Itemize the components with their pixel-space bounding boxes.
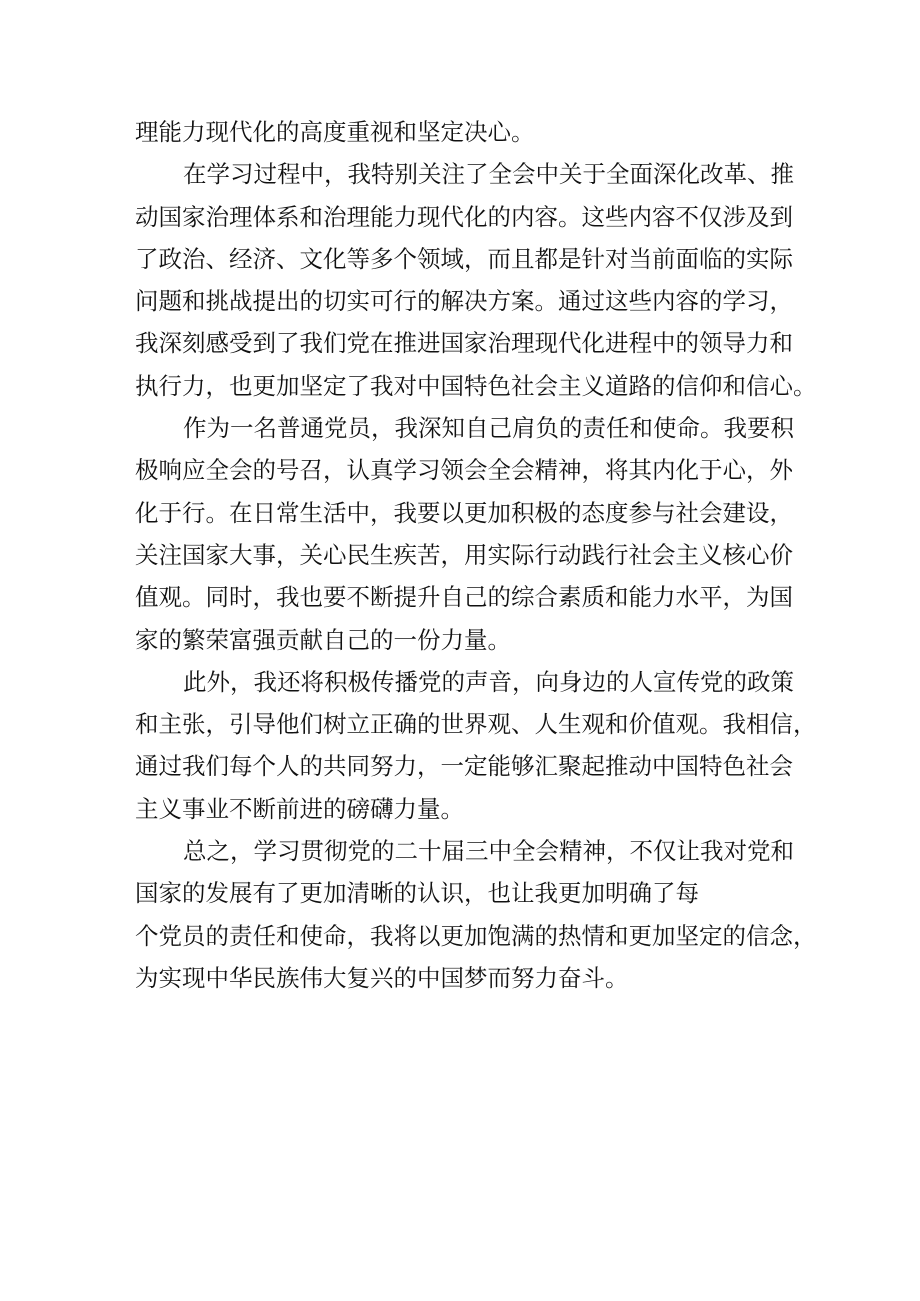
- text-line: 问题和挑战提出的切实可行的解决方案。通过这些内容的学习，: [135, 287, 793, 316]
- text-line: 极响应全会的号召，认真学习领会全会精神，将其内化于心，外: [135, 456, 793, 485]
- text-line: 通过我们每个人的共同努力，一定能够汇聚起推动中国特色社会: [135, 752, 793, 781]
- text-line: 个党员的责任和使命，我将以更加饱满的热情和更加坚定的信念，: [135, 921, 817, 950]
- text-line: 动国家治理体系和治理能力现代化的内容。这些内容不仅涉及到: [135, 202, 793, 231]
- document-body: [135, 111, 817, 999]
- text-line: 为实现中华民族伟大复兴的中国梦而努力奋斗。: [135, 963, 629, 992]
- text-line: 理能力现代化的高度重视和坚定决心。: [135, 118, 535, 146]
- text-line: 值观。同时，我也要不断提升自己的综合素质和能力水平，为国: [135, 583, 793, 612]
- text-line: 和主张，引导他们树立正确的世界观、人生观和价值观。我相信，: [135, 710, 817, 739]
- text-line: 关注国家大事，关心民生疾苦，用实际行动践行社会主义核心价: [135, 540, 793, 569]
- text-line: 家的繁荣富强贡献自己的一份力量。: [135, 625, 511, 654]
- text-line: 主义事业不断前进的磅礴力量。: [135, 794, 464, 823]
- text-line: 化于行。在日常生活中，我要以更加积极的态度参与社会建设，: [135, 498, 793, 527]
- paragraph-first-line: 总之，学习贯彻党的二十届三中全会精神，不仅让我对党和: [183, 837, 794, 866]
- text-line: 我深刻感受到了我们党在推进国家治理现代化进程中的领导力和: [135, 329, 793, 358]
- text-line: 了政治、经济、文化等多个领域，而且都是针对当前面临的实际: [135, 244, 793, 273]
- text-line: 国家的发展有了更加清晰的认识，也让我更加明确了每: [135, 879, 699, 908]
- paragraph-first-line: 作为一名普通党员，我深知自己肩负的责任和使命。我要积: [183, 414, 794, 443]
- paragraph-first-line: 在学习过程中，我特别关注了全会中关于全面深化改革、推: [183, 160, 794, 189]
- paragraph-first-line: 此外，我还将积极传播党的声音，向身边的人宣传党的政策: [183, 667, 794, 696]
- text-line: 执行力，也更加坚定了我对中国特色社会主义道路的信仰和信心。: [135, 371, 817, 400]
